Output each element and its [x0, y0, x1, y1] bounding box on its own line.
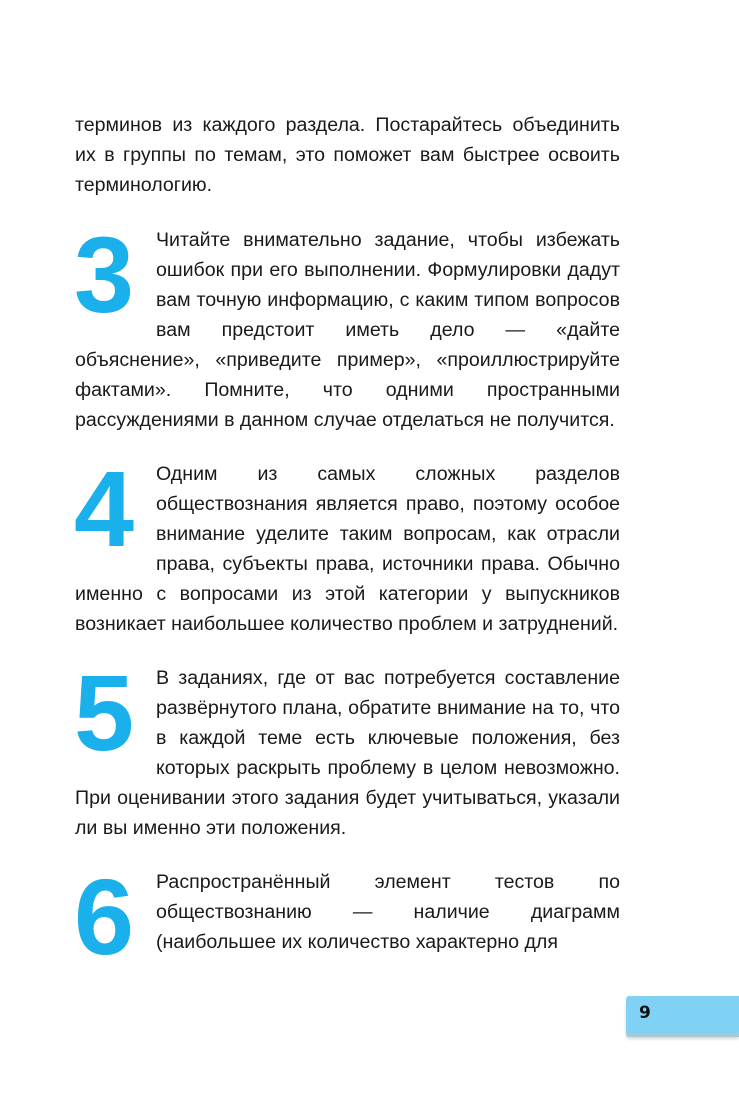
- intro-paragraph: терминов из каждого раздела. Постарайтесь объединить их в группы по темам, это поможет вам быстрее освоить терминологию.: [75, 114, 620, 196]
- page-content: [75, 110, 620, 981]
- tip-block-4: [74, 448, 620, 639]
- tip-text-6: Распространённый элемент тестов по обществознанию — наличие диаграмм (наибольшее их количество характерно для: [156, 871, 620, 953]
- intro-paragraph-block: [75, 110, 620, 200]
- tip-number-4: 4: [74, 448, 133, 569]
- tip-number-6: 6: [74, 856, 133, 977]
- page-number-tab: [626, 996, 739, 1033]
- tip-block-6: [74, 856, 620, 977]
- tip-text-5: В заданиях, где от вас потребуется составление развёрнутого плана, обратите внимание на то, что в каждой теме есть ключевые положения, без которых раскрыть проблему в целом невозможно. При оценивании этого задания будет учитываться, указали ли вы именно эти положения.: [75, 667, 620, 839]
- tip-block-5: [74, 652, 620, 843]
- tip-number-3: 3: [74, 214, 133, 335]
- page-number: 9: [639, 1003, 651, 1023]
- tip-text-4: Одним из самых сложных разделов обществознания является право, поэтому особое внимание уделите таким вопросам, как отрасли права, субъекты права, источники права. Обычно именно с вопросами из этой категории у выпускников возникает наибольшее количество проблем и затруднений.: [75, 463, 620, 635]
- tip-text-3: Читайте внимательно задание, чтобы избежать ошибок при его выполнении. Формулировки дадут вам точную информацию, с каким типом вопросов вам предстоит иметь дело — «дайте объяснение», «приведите пример», «проиллюстрируйте фактами». Помните, что одними пространными рассуждениями в данном случае отделаться не получится.: [75, 229, 620, 431]
- tip-number-5: 5: [74, 652, 133, 773]
- tip-block-3: [74, 214, 620, 435]
